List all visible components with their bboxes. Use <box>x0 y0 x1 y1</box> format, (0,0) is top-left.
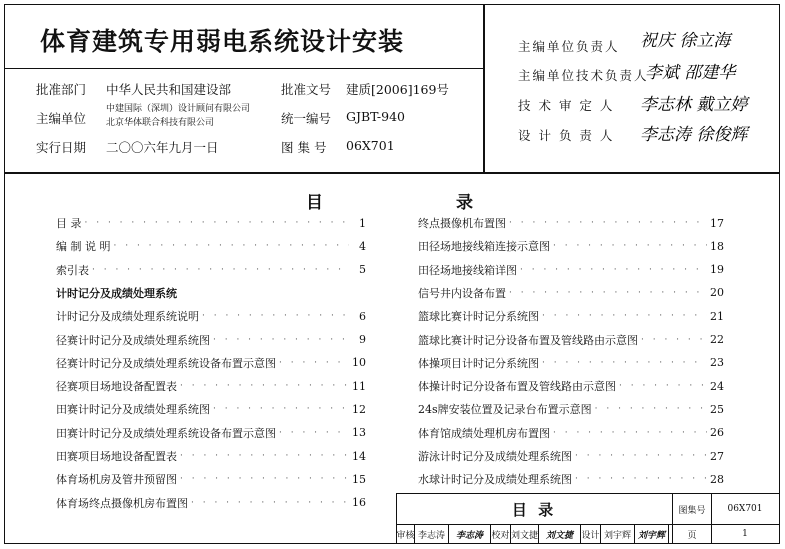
approval-dept-label: 批准部门 <box>36 82 87 97</box>
toc-entry-label: 编 制 说 明 <box>56 240 111 254</box>
toc-dot-leader <box>191 498 349 508</box>
toc-entry-left-5[interactable] <box>56 307 366 325</box>
signature-3: 李志林 戴立婷 <box>640 95 748 115</box>
resp-role-4: 设 计 负 责 人 <box>518 128 615 143</box>
toc-entry-label: 篮球比赛计时记分系统图 <box>418 310 539 324</box>
toc-entry-right-2[interactable] <box>418 237 724 255</box>
toc-entry-right-11[interactable] <box>418 447 724 465</box>
toc-dot-leader <box>92 265 349 275</box>
toc-entry-page: 13 <box>352 426 366 440</box>
toc-entry-label: 计时记分及成绩处理系统 <box>56 286 177 300</box>
toc-entry-left-10[interactable] <box>56 424 366 442</box>
unified-no-value: GJBT-940 <box>346 109 405 124</box>
toc-entry-page: 11 <box>352 379 366 393</box>
title-underline <box>4 68 483 69</box>
toc-dot-leader <box>575 474 707 484</box>
toc-entry-right-4[interactable] <box>418 284 724 302</box>
toc-entry-left-2[interactable] <box>56 237 366 255</box>
toc-entry-label: 田赛项目场地设备配置表 <box>56 450 177 463</box>
toc-dot-leader <box>553 428 707 438</box>
resp-role-1: 主编单位负责人 <box>518 39 620 54</box>
header-divider <box>4 172 780 174</box>
header-vertical-divider <box>483 4 485 172</box>
toc-entry-right-8[interactable] <box>418 377 724 395</box>
toc-entry-label: 田径场地接线箱详图 <box>418 263 517 277</box>
toc-entry-label: 计时记分及成绩处理系统说明 <box>56 310 199 324</box>
toc-entry-right-6[interactable] <box>418 331 724 349</box>
toc-entry-right-1[interactable] <box>418 214 724 232</box>
toc-entry-label: 终点摄像机布置图 <box>418 217 506 230</box>
toc-entry-label: 体育场终点摄像机房布置图 <box>56 496 188 510</box>
toc-entry-page: 1 <box>359 216 366 230</box>
toc-entry-page: 25 <box>710 402 724 416</box>
toc-entry-label: 24s牌安装位置及记录台布置示意图 <box>418 403 592 417</box>
signature-1: 祝庆 徐立海 <box>640 31 731 51</box>
title-block-designer-signature: 刘宇辉 <box>635 525 669 543</box>
toc-dot-leader <box>553 241 707 251</box>
toc-entry-label: 径赛计时记分及成绩处理系统图 <box>56 333 210 347</box>
toc-entry-left-3[interactable] <box>56 261 366 279</box>
title-block-designer-name: 刘宇辉 <box>601 525 635 543</box>
toc-dot-leader <box>575 451 707 461</box>
toc-entry-left-13[interactable] <box>56 494 366 512</box>
toc-entry-label: 体育馆成绩处理机房布置图 <box>418 426 550 440</box>
toc-entry-label: 体育场机房及管井预留图 <box>56 473 177 487</box>
toc-dot-leader <box>279 428 349 438</box>
resp-role-2: 主编单位技术负责人 <box>518 68 649 83</box>
toc-entry-left-4[interactable] <box>56 284 366 302</box>
toc-dot-leader <box>509 218 707 228</box>
title-block-page-value: 1 <box>742 529 748 539</box>
toc-entry-label: 田径场地接线箱连接示意图 <box>418 240 550 254</box>
toc-dot-leader <box>641 335 707 345</box>
toc-entry-right-9[interactable] <box>418 400 724 418</box>
toc-entry-label: 体操计时记分设备布置及管线路由示意图 <box>418 380 616 394</box>
title-block-page-label: 页 <box>687 530 697 541</box>
toc-entry-page: 23 <box>710 356 724 370</box>
toc-entry-label: 田赛计时记分及成绩处理系统图 <box>56 403 210 417</box>
toc-dot-leader <box>520 265 707 275</box>
toc-dot-leader <box>542 311 707 321</box>
toc-entry-page: 19 <box>710 263 724 277</box>
toc-entry-page: 26 <box>710 426 724 440</box>
toc-dot-leader <box>542 358 707 368</box>
toc-entry-page: 12 <box>352 402 366 416</box>
toc-entry-left-6[interactable] <box>56 331 366 349</box>
toc-entry-label: 目 录 <box>56 217 82 230</box>
toc-entry-label: 水球计时记分及成绩处理系统图 <box>418 473 572 487</box>
title-block-review-label: 审核 <box>397 525 415 543</box>
toc-entry-left-12[interactable] <box>56 470 366 488</box>
toc-entry-right-10[interactable] <box>418 424 724 442</box>
toc-entry-page: 28 <box>710 472 724 486</box>
effective-date-value: 二〇〇六年九月一日 <box>106 140 219 155</box>
toc-entry-label: 信号井内设备布置 <box>418 286 506 300</box>
toc-entry-page: 20 <box>710 286 724 300</box>
toc-entry-left-8[interactable] <box>56 377 366 395</box>
toc-entry-right-12[interactable] <box>418 470 724 488</box>
toc-entry-label: 索引表 <box>56 263 89 277</box>
toc-dot-leader <box>180 451 349 461</box>
toc-entry-page: 21 <box>710 309 724 323</box>
toc-entry-left-1[interactable] <box>56 214 366 232</box>
atlas-no-label: 图 集 号 <box>281 140 327 155</box>
title-block-proofreader-signature: 刘文捷 <box>539 525 581 543</box>
toc-dot-leader <box>114 241 350 251</box>
toc-entry-page: 4 <box>359 239 366 253</box>
title-block-atlas-value: 06X701 <box>727 504 763 514</box>
toc-entry-label: 篮球比赛计时记分设备布置及管线路由示意图 <box>418 333 638 347</box>
toc-entry-page: 9 <box>359 333 366 346</box>
toc-dot-leader <box>213 335 349 345</box>
title-block-name: 目 录 <box>511 500 557 519</box>
title-block-atlas-label: 图集号 <box>678 505 706 516</box>
toc-entry-left-11[interactable] <box>56 447 366 465</box>
toc-heading-left: 目 <box>306 193 325 213</box>
signature-4: 李志涛 徐俊辉 <box>640 125 748 145</box>
approval-dept-value: 中华人民共和国建设部 <box>106 82 232 97</box>
toc-entry-page: 24 <box>710 379 724 393</box>
editor-unit-label: 主编单位 <box>36 111 87 126</box>
toc-dot-leader <box>202 311 349 321</box>
toc-entry-right-3[interactable] <box>418 261 724 279</box>
approval-doc-label: 批准文号 <box>281 82 332 97</box>
toc-entry-left-9[interactable] <box>56 400 366 418</box>
toc-entry-right-5[interactable] <box>418 307 724 325</box>
toc-entry-page: 27 <box>710 449 724 463</box>
title-block-reviewer-name: 李志涛 <box>415 525 449 543</box>
title-block-design-label: 设计 <box>581 525 601 543</box>
editor-unit-line1: 中建国际（深圳）设计顾问有限公司 <box>106 104 251 114</box>
title-block-proofreader-name: 刘文捷 <box>511 525 539 543</box>
toc-entry-page: 10 <box>352 356 366 370</box>
toc-entry-page: 14 <box>352 449 366 463</box>
toc-heading-right: 录 <box>456 193 475 213</box>
toc-entry-label: 径赛项目场地设备配置表 <box>56 380 177 394</box>
unified-no-label: 统一编号 <box>281 111 332 126</box>
toc-entry-page: 18 <box>710 239 724 253</box>
toc-dot-leader <box>619 381 707 391</box>
toc-dot-leader <box>85 218 350 228</box>
toc-dot-leader <box>595 404 707 414</box>
toc-dot-leader <box>279 358 349 368</box>
effective-date-label: 实行日期 <box>36 140 87 155</box>
title-block-proofread-label: 校对 <box>491 525 511 543</box>
signature-2: 李斌 邵建华 <box>645 63 736 83</box>
toc-dot-leader <box>509 288 707 298</box>
toc-dot-leader <box>180 381 349 391</box>
toc-entry-label: 田赛计时记分及成绩处理系统设备布置示意图 <box>56 426 276 440</box>
toc-entry-page: 6 <box>359 309 366 323</box>
toc-entry-page: 15 <box>352 472 366 486</box>
toc-entry-page: 17 <box>710 216 724 230</box>
editor-unit-line2: 北京华体联合科技有限公司 <box>106 118 215 128</box>
toc-entry-page: 5 <box>359 263 366 277</box>
approval-doc-value: 建质[2006]169号 <box>346 82 449 97</box>
toc-entry-left-7[interactable] <box>56 354 366 372</box>
toc-dot-leader <box>213 404 349 414</box>
toc-entry-right-7[interactable] <box>418 354 724 372</box>
toc-entry-page: 16 <box>352 496 366 510</box>
toc-entry-page: 22 <box>710 333 724 346</box>
resp-role-3: 技 术 审 定 人 <box>518 98 615 113</box>
title-block-reviewer-signature: 李志涛 <box>449 525 491 543</box>
toc-entry-label: 体操项目计时记分系统图 <box>418 356 539 370</box>
toc-entry-label: 游泳计时记分及成绩处理系统图 <box>418 450 572 463</box>
atlas-title: 体育建筑专用弱电系统设计安装 <box>40 27 405 56</box>
toc-dot-leader <box>180 474 349 484</box>
atlas-no-value: 06X701 <box>346 138 395 153</box>
toc-entry-label: 径赛计时记分及成绩处理系统设备布置示意图 <box>56 356 276 370</box>
